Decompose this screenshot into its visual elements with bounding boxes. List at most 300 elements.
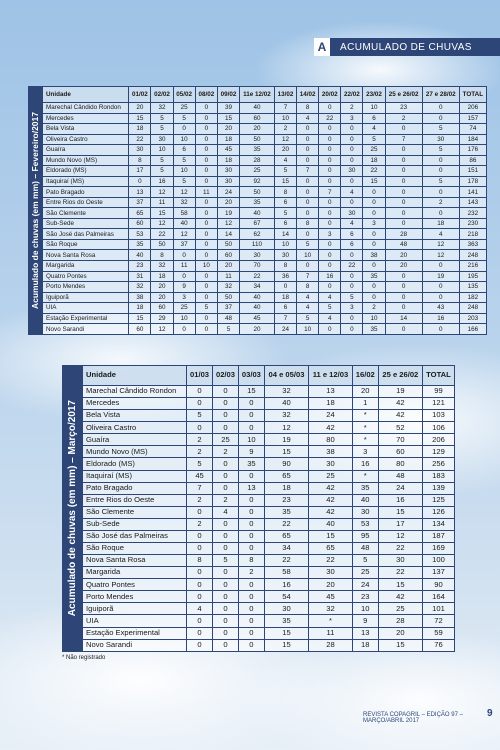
- total-cell: 232: [459, 208, 486, 219]
- column-header: 05/02: [173, 87, 195, 103]
- rainfall-cell: 24: [217, 187, 239, 198]
- rainfall-cell: 43: [422, 303, 459, 314]
- rainfall-cell: 30: [341, 166, 363, 177]
- total-cell: 178: [459, 176, 486, 187]
- rainfall-cell: 0: [341, 155, 363, 166]
- rainfall-cell: 65: [264, 470, 308, 482]
- rainfall-cell: 16: [264, 579, 308, 591]
- unit-name-cell: Estação Experimental: [43, 313, 129, 324]
- column-header: 02/03: [213, 366, 239, 386]
- total-cell: 248: [459, 250, 486, 261]
- rainfall-cell: 14: [274, 229, 296, 240]
- rainfall-cell: 35: [129, 239, 151, 250]
- table-row: [43, 282, 487, 293]
- table-row: [83, 530, 455, 542]
- total-cell: 106: [422, 422, 454, 434]
- rainfall-cell: 0: [238, 627, 264, 639]
- rainfall-cell: 22: [378, 543, 422, 555]
- rainfall-cell: 15: [264, 639, 308, 651]
- rainfall-cell: 0: [385, 303, 422, 314]
- rainfall-cell: 17: [129, 166, 151, 177]
- rainfall-cell: 0: [238, 398, 264, 410]
- rainfall-cell: 35: [352, 482, 378, 494]
- rainfall-cell: 28: [240, 155, 275, 166]
- rainfall-cell: *: [352, 434, 378, 446]
- table-row: [83, 470, 455, 482]
- rainfall-cell: 3: [173, 292, 195, 303]
- rainfall-cell: 11: [195, 187, 217, 198]
- rainfall-cell: 15: [264, 446, 308, 458]
- total-cell: 164: [422, 591, 454, 603]
- section-letter: A: [314, 38, 330, 56]
- rainfall-cell: 22: [319, 113, 341, 124]
- total-cell: 195: [459, 271, 486, 282]
- column-header: 03/03: [238, 366, 264, 386]
- unit-name-cell: Quatro Pontes: [43, 271, 129, 282]
- table-row: [43, 250, 487, 261]
- rainfall-cell: 0: [187, 543, 213, 555]
- rainfall-cell: 0: [297, 134, 319, 145]
- unit-name-cell: Mercedes: [43, 113, 129, 124]
- rainfall-cell: 62: [240, 229, 275, 240]
- rainfall-cell: 45: [309, 591, 353, 603]
- rainfall-cell: 42: [309, 482, 353, 494]
- rainfall-cell: 0: [213, 386, 239, 398]
- column-header: 20/02: [319, 87, 341, 103]
- total-cell: 72: [422, 615, 454, 627]
- column-header: 27 e 28/02: [422, 87, 459, 103]
- rainfall-cell: 20: [217, 197, 239, 208]
- rainfall-cell: 95: [352, 530, 378, 542]
- rainfall-cell: 23: [385, 103, 422, 114]
- rainfall-cell: 13: [238, 482, 264, 494]
- rainfall-cell: 8: [297, 218, 319, 229]
- unit-name-cell: Novo Sarandi: [83, 639, 187, 651]
- unit-name-cell: São José das Palmeiras: [43, 229, 129, 240]
- rainfall-cell: 22: [378, 567, 422, 579]
- rainfall-cell: 4: [341, 218, 363, 229]
- table-row: [83, 446, 455, 458]
- column-header: 23/02: [363, 87, 385, 103]
- unit-name-cell: Estação Experimental: [83, 627, 187, 639]
- rainfall-cell: 0: [319, 197, 341, 208]
- table-row: [83, 494, 455, 506]
- rainfall-cell: 0: [422, 155, 459, 166]
- rainfall-cell: 50: [240, 134, 275, 145]
- rainfall-cell: 15: [274, 176, 296, 187]
- rainfall-cell: 0: [385, 187, 422, 198]
- rainfall-cell: 0: [297, 208, 319, 219]
- page-number: 9: [487, 708, 493, 719]
- rainfall-cell: 20: [352, 386, 378, 398]
- column-header: 04 e 05/03: [264, 366, 308, 386]
- rainfall-cell: 18: [363, 155, 385, 166]
- rainfall-cell: 0: [422, 260, 459, 271]
- rainfall-cell: 65: [309, 543, 353, 555]
- rainfall-cell: 5: [173, 113, 195, 124]
- column-header: 09/02: [217, 87, 239, 103]
- march-side-label: [62, 365, 82, 652]
- table-row: [43, 197, 487, 208]
- rainfall-cell: 42: [378, 410, 422, 422]
- rainfall-cell: 20: [217, 124, 239, 135]
- rainfall-cell: 10: [297, 324, 319, 335]
- rainfall-cell: 0: [238, 591, 264, 603]
- rainfall-cell: 30: [264, 603, 308, 615]
- rainfall-cell: 0: [319, 250, 341, 261]
- rainfall-cell: 5: [213, 555, 239, 567]
- column-header: 11e 12/02: [240, 87, 275, 103]
- rainfall-cell: 5: [187, 458, 213, 470]
- rainfall-cell: 5: [422, 176, 459, 187]
- rainfall-cell: 5: [352, 555, 378, 567]
- rainfall-cell: 10: [352, 603, 378, 615]
- unit-name-cell: Oliveira Castro: [43, 134, 129, 145]
- rainfall-cell: 0: [385, 271, 422, 282]
- rainfall-cell: 58: [173, 208, 195, 219]
- table-row: [43, 324, 487, 335]
- rainfall-cell: 0: [213, 579, 239, 591]
- rainfall-cell: 35: [240, 145, 275, 156]
- rainfall-cell: 2: [422, 197, 459, 208]
- rainfall-cell: 10: [173, 134, 195, 145]
- rainfall-cell: 0: [319, 239, 341, 250]
- rainfall-cell: 0: [341, 134, 363, 145]
- rainfall-cell: 30: [217, 166, 239, 177]
- rainfall-cell: 0: [195, 239, 217, 250]
- table-row: [83, 567, 455, 579]
- rainfall-cell: 34: [240, 282, 275, 293]
- rainfall-cell: 9: [238, 446, 264, 458]
- rainfall-cell: 18: [217, 134, 239, 145]
- rainfall-cell: 19: [378, 386, 422, 398]
- rainfall-cell: 0: [385, 166, 422, 177]
- rainfall-cell: 0: [213, 615, 239, 627]
- rainfall-cell: 9: [173, 282, 195, 293]
- rainfall-cell: 0: [319, 166, 341, 177]
- rainfall-cell: 15: [129, 313, 151, 324]
- table-row: [43, 124, 487, 135]
- rainfall-cell: 12: [151, 187, 173, 198]
- rainfall-cell: 0: [319, 103, 341, 114]
- march-rainfall-block: [62, 365, 455, 652]
- rainfall-cell: 2: [213, 446, 239, 458]
- rainfall-cell: 5: [297, 313, 319, 324]
- rainfall-cell: 6: [274, 303, 296, 314]
- rainfall-cell: 0: [238, 615, 264, 627]
- total-cell: 203: [459, 313, 486, 324]
- rainfall-cell: 2: [213, 494, 239, 506]
- rainfall-cell: 42: [309, 422, 353, 434]
- rainfall-cell: 15: [363, 176, 385, 187]
- rainfall-cell: 32: [217, 282, 239, 293]
- rainfall-cell: 16: [378, 494, 422, 506]
- rainfall-cell: 10: [363, 103, 385, 114]
- rainfall-cell: 0: [341, 324, 363, 335]
- rainfall-cell: 6: [341, 229, 363, 240]
- rainfall-cell: 10: [274, 239, 296, 250]
- february-side-label: [28, 86, 42, 335]
- rainfall-cell: 52: [378, 422, 422, 434]
- rainfall-cell: 7: [274, 313, 296, 324]
- total-cell: 166: [459, 324, 486, 335]
- unit-name-cell: Guaíra: [83, 434, 187, 446]
- rainfall-cell: 0: [274, 282, 296, 293]
- rainfall-cell: 0: [195, 176, 217, 187]
- rainfall-cell: 12: [217, 218, 239, 229]
- rainfall-cell: 0: [213, 482, 239, 494]
- march-rainfall-table: [82, 365, 455, 652]
- footnote: * Não registrado: [62, 655, 106, 661]
- rainfall-cell: 45: [240, 313, 275, 324]
- total-cell: 141: [459, 187, 486, 198]
- total-cell: 230: [459, 218, 486, 229]
- rainfall-cell: 8: [151, 250, 173, 261]
- column-header: 08/02: [195, 87, 217, 103]
- rainfall-cell: 0: [213, 567, 239, 579]
- rainfall-cell: 0: [385, 292, 422, 303]
- total-cell: 176: [459, 145, 486, 156]
- rainfall-cell: 0: [195, 155, 217, 166]
- column-header: 16/02: [352, 366, 378, 386]
- rainfall-cell: 10: [151, 145, 173, 156]
- column-header-unidade: Unidade: [83, 366, 187, 386]
- rainfall-cell: 10: [363, 313, 385, 324]
- rainfall-cell: 23: [264, 494, 308, 506]
- rainfall-cell: 12: [173, 187, 195, 198]
- rainfall-cell: 80: [378, 458, 422, 470]
- rainfall-cell: 2: [385, 113, 422, 124]
- rainfall-cell: 0: [213, 530, 239, 542]
- rainfall-cell: 22: [264, 518, 308, 530]
- rainfall-cell: 0: [238, 506, 264, 518]
- rainfall-cell: 2: [341, 103, 363, 114]
- section-header: [314, 38, 500, 56]
- rainfall-cell: 28: [385, 229, 422, 240]
- rainfall-cell: 0: [422, 103, 459, 114]
- table-row: [83, 386, 455, 398]
- rainfall-cell: 60: [129, 218, 151, 229]
- rainfall-cell: 50: [240, 187, 275, 198]
- rainfall-cell: 0: [319, 176, 341, 187]
- rainfall-cell: 48: [217, 313, 239, 324]
- table-row: [83, 482, 455, 494]
- table-row: [83, 434, 455, 446]
- rainfall-cell: 16: [151, 176, 173, 187]
- rainfall-cell: 50: [217, 292, 239, 303]
- rainfall-cell: 0: [173, 271, 195, 282]
- rainfall-cell: 30: [309, 567, 353, 579]
- rainfall-cell: 0: [195, 124, 217, 135]
- rainfall-cell: 0: [385, 218, 422, 229]
- rainfall-cell: 13: [352, 627, 378, 639]
- unit-name-cell: Margarida: [83, 567, 187, 579]
- rainfall-cell: 0: [213, 458, 239, 470]
- rainfall-cell: 6: [274, 218, 296, 229]
- rainfall-cell: 30: [309, 458, 353, 470]
- rainfall-cell: 0: [187, 398, 213, 410]
- rainfall-cell: 0: [363, 260, 385, 271]
- rainfall-cell: 4: [422, 229, 459, 240]
- rainfall-cell: 70: [378, 434, 422, 446]
- rainfall-cell: 42: [309, 494, 353, 506]
- total-cell: 76: [422, 639, 454, 651]
- rainfall-cell: 18: [151, 271, 173, 282]
- column-header-unidade: Unidade: [43, 87, 129, 103]
- rainfall-cell: 0: [129, 176, 151, 187]
- rainfall-cell: 92: [240, 176, 275, 187]
- table-row: [83, 410, 455, 422]
- rainfall-cell: 0: [195, 313, 217, 324]
- rainfall-cell: 2: [187, 434, 213, 446]
- rainfall-cell: 5: [151, 166, 173, 177]
- rainfall-cell: 0: [195, 134, 217, 145]
- rainfall-cell: 30: [274, 250, 296, 261]
- unit-name-cell: Mercedes: [83, 398, 187, 410]
- rainfall-cell: 3: [341, 303, 363, 314]
- rainfall-cell: 14: [385, 313, 422, 324]
- rainfall-cell: 32: [173, 197, 195, 208]
- rainfall-cell: 35: [264, 506, 308, 518]
- rainfall-cell: 3: [363, 218, 385, 229]
- rainfall-cell: 80: [309, 434, 353, 446]
- rainfall-cell: 24: [274, 324, 296, 335]
- rainfall-cell: 32: [264, 410, 308, 422]
- rainfall-cell: 8: [274, 187, 296, 198]
- rainfall-cell: 0: [238, 410, 264, 422]
- rainfall-cell: 0: [195, 292, 217, 303]
- rainfall-cell: 0: [173, 324, 195, 335]
- table-row: [83, 627, 455, 639]
- table-row: [43, 145, 487, 156]
- rainfall-cell: 20: [240, 324, 275, 335]
- table-row: [43, 239, 487, 250]
- rainfall-cell: 5: [297, 239, 319, 250]
- rainfall-cell: 45: [217, 145, 239, 156]
- rainfall-cell: 22: [264, 555, 308, 567]
- rainfall-cell: 0: [195, 197, 217, 208]
- rainfall-cell: 0: [297, 197, 319, 208]
- unit-name-cell: Quatro Pontes: [83, 579, 187, 591]
- rainfall-cell: 3: [319, 229, 341, 240]
- rainfall-cell: 0: [363, 208, 385, 219]
- rainfall-cell: 17: [378, 518, 422, 530]
- total-cell: 59: [422, 627, 454, 639]
- rainfall-cell: 53: [352, 518, 378, 530]
- rainfall-cell: 0: [187, 422, 213, 434]
- table-row: [83, 555, 455, 567]
- total-cell: 363: [459, 239, 486, 250]
- rainfall-cell: 5: [187, 410, 213, 422]
- rainfall-cell: 0: [363, 229, 385, 240]
- rainfall-cell: 48: [352, 543, 378, 555]
- rainfall-cell: 20: [385, 250, 422, 261]
- rainfall-cell: 0: [213, 518, 239, 530]
- rainfall-cell: 0: [187, 591, 213, 603]
- rainfall-cell: 12: [422, 250, 459, 261]
- rainfall-cell: 4: [363, 124, 385, 135]
- rainfall-cell: 53: [129, 229, 151, 240]
- rainfall-cell: 5: [151, 124, 173, 135]
- total-cell: 74: [459, 124, 486, 135]
- rainfall-cell: 11: [217, 271, 239, 282]
- rainfall-cell: 7: [297, 271, 319, 282]
- rainfall-cell: 4: [297, 113, 319, 124]
- rainfall-cell: 48: [378, 470, 422, 482]
- total-cell: 126: [422, 506, 454, 518]
- column-header: 02/02: [151, 87, 173, 103]
- rainfall-cell: 7: [297, 166, 319, 177]
- rainfall-cell: 0: [213, 422, 239, 434]
- rainfall-cell: 34: [264, 543, 308, 555]
- february-rainfall-block: [28, 86, 487, 335]
- rainfall-cell: 0: [297, 155, 319, 166]
- rainfall-cell: 0: [187, 627, 213, 639]
- rainfall-cell: 0: [297, 260, 319, 271]
- rainfall-cell: 0: [341, 313, 363, 324]
- table-row: [83, 579, 455, 591]
- rainfall-cell: 18: [129, 303, 151, 314]
- rainfall-cell: 0: [238, 518, 264, 530]
- total-cell: 206: [422, 434, 454, 446]
- rainfall-cell: 35: [363, 271, 385, 282]
- rainfall-cell: 0: [297, 176, 319, 187]
- rainfall-cell: 0: [319, 145, 341, 156]
- rainfall-cell: 37: [217, 303, 239, 314]
- rainfall-cell: 18: [129, 124, 151, 135]
- rainfall-cell: 0: [341, 197, 363, 208]
- rainfall-cell: 4: [297, 303, 319, 314]
- rainfall-cell: 29: [151, 313, 173, 324]
- rainfall-cell: 15: [309, 530, 353, 542]
- rainfall-cell: 60: [217, 250, 239, 261]
- table-row: [83, 506, 455, 518]
- rainfall-cell: 0: [213, 398, 239, 410]
- rainfall-cell: 3: [341, 113, 363, 124]
- rainfall-cell: 0: [297, 187, 319, 198]
- unit-name-cell: São Clemente: [43, 208, 129, 219]
- rainfall-cell: 4: [341, 187, 363, 198]
- rainfall-cell: 35: [238, 458, 264, 470]
- rainfall-cell: 18: [352, 639, 378, 651]
- table-row: [83, 615, 455, 627]
- unit-name-cell: Mundo Novo (MS): [83, 446, 187, 458]
- unit-name-cell: Bela Vista: [83, 410, 187, 422]
- rainfall-cell: 11: [173, 260, 195, 271]
- rainfall-cell: 40: [173, 218, 195, 229]
- total-cell: 137: [422, 567, 454, 579]
- table-row: [43, 208, 487, 219]
- rainfall-cell: 5: [319, 303, 341, 314]
- rainfall-cell: 5: [173, 176, 195, 187]
- column-header: 13/02: [274, 87, 296, 103]
- table-header-row: [83, 366, 455, 386]
- rainfall-cell: 38: [363, 250, 385, 261]
- rainfall-cell: 6: [274, 197, 296, 208]
- rainfall-cell: 0: [319, 282, 341, 293]
- total-cell: 100: [422, 555, 454, 567]
- unit-name-cell: Itaquiraí (MS): [83, 470, 187, 482]
- unit-name-cell: Porto Mendes: [83, 591, 187, 603]
- rainfall-cell: 37: [129, 197, 151, 208]
- rainfall-cell: 110: [240, 239, 275, 250]
- rainfall-cell: 0: [385, 155, 422, 166]
- unit-name-cell: Pato Bragado: [43, 187, 129, 198]
- section-title: ACUMULADO DE CHUVAS: [340, 41, 472, 53]
- rainfall-cell: 24: [352, 579, 378, 591]
- rainfall-cell: 0: [195, 250, 217, 261]
- rainfall-cell: 0: [341, 282, 363, 293]
